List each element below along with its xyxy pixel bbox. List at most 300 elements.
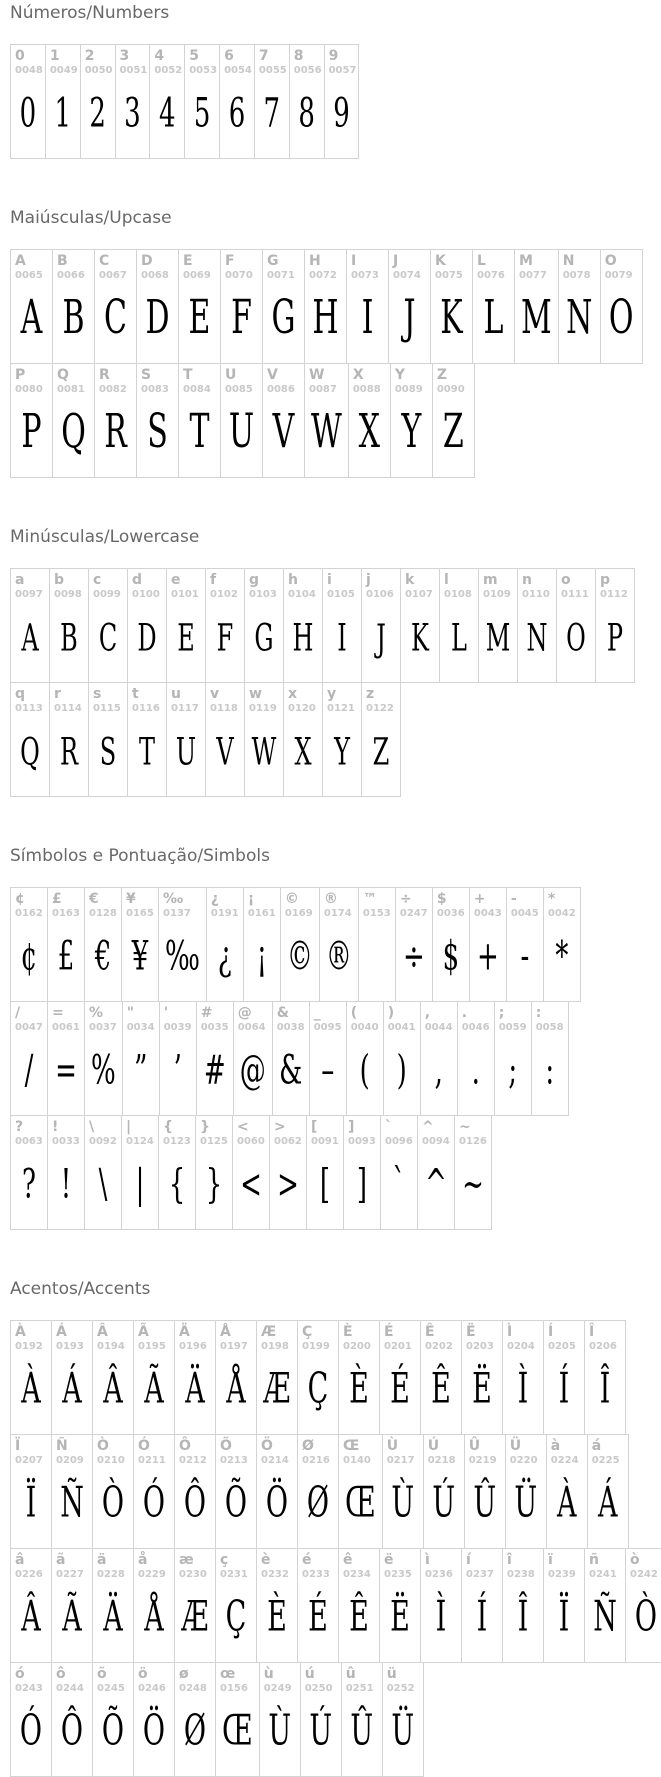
char-code: 0191 (210, 908, 239, 919)
glyph-cell-0106 (361, 568, 401, 683)
glyph-area (134, 1695, 174, 1776)
cell-label (221, 364, 262, 396)
char-label: - (510, 891, 517, 907)
glyph-area (380, 1353, 420, 1434)
char-label: ! (52, 1119, 59, 1135)
glyph-area (465, 1467, 505, 1548)
cell-label (544, 888, 580, 920)
glyph: Æ (263, 1365, 291, 1414)
char-code: 0051 (119, 65, 148, 76)
char-code: 0074 (393, 270, 421, 281)
cell-label (207, 888, 243, 920)
glyph-cell-0126 (454, 1115, 492, 1230)
char-label: j (366, 572, 371, 588)
glyph: 6 (228, 90, 246, 137)
char-code: 0086 (267, 384, 295, 395)
glyph-cell-0198 (256, 1320, 298, 1435)
char-label: È (343, 1324, 353, 1340)
glyph-cell-0201 (379, 1320, 421, 1435)
glyph-cell-0140 (338, 1434, 383, 1549)
char-code: 0243 (15, 1683, 43, 1694)
cell-label (532, 1002, 568, 1034)
glyph-area (462, 1353, 502, 1434)
glyph: T (138, 729, 155, 774)
glyph-area (473, 282, 514, 363)
char-code: 0101 (171, 589, 199, 600)
char-code: 0156 (220, 1683, 248, 1694)
cell-label (301, 1663, 341, 1695)
char-label: ü (386, 1666, 397, 1682)
glyph-area (421, 1353, 461, 1434)
glyph-cell-0137 (158, 887, 207, 1002)
char-code: 0045 (510, 908, 539, 919)
glyph-cell-0246 (133, 1662, 175, 1777)
char-label: H (309, 253, 321, 269)
char-label: ô (56, 1666, 66, 1682)
char-code: 0104 (288, 589, 316, 600)
char-label: r (54, 686, 61, 702)
char-code: 0095 (313, 1022, 342, 1033)
char-label: Ê (425, 1324, 435, 1340)
glyph-cell-0078 (558, 249, 601, 364)
char-label: ã (56, 1552, 66, 1568)
char-label: € (89, 891, 99, 907)
char-code: 0098 (54, 589, 82, 600)
glyph-cell-0237 (461, 1548, 503, 1663)
glyph-area (290, 77, 324, 158)
cell-label (167, 683, 205, 715)
char-code: 0212 (179, 1455, 207, 1466)
glyph-cell-0243 (10, 1662, 52, 1777)
cell-label (137, 364, 178, 396)
glyph-cell-0193 (51, 1320, 93, 1435)
glyph-area (458, 1034, 494, 1115)
glyph-area (349, 396, 390, 477)
glyph-area (298, 1581, 338, 1662)
char-code: 0235 (384, 1569, 412, 1580)
glyph-cell-0117 (166, 682, 206, 797)
glyph: W (311, 404, 342, 459)
glyph-cell-0094 (417, 1115, 455, 1230)
char-code: 0112 (600, 589, 628, 600)
glyph: Õ (224, 1479, 248, 1528)
char-code: 0063 (15, 1136, 43, 1147)
char-label: ú (304, 1666, 315, 1682)
glyph-cell-0191 (206, 887, 244, 1002)
glyph-cell-0206 (584, 1320, 626, 1435)
cell-label (380, 1549, 420, 1581)
cell-label (263, 364, 304, 396)
cell-label (93, 1321, 133, 1353)
cell-label (305, 364, 348, 396)
cell-label (11, 1116, 47, 1148)
char-label: = (52, 1005, 64, 1021)
cell-label (11, 1663, 51, 1695)
glyph: Z (442, 404, 464, 459)
glyph-cell-0052 (149, 44, 185, 159)
glyph-cell-0072 (304, 249, 347, 364)
glyph: Ô (183, 1479, 207, 1528)
glyph-area (547, 1467, 587, 1548)
glyph-area (495, 1034, 531, 1115)
glyph-cell-0089 (390, 363, 433, 478)
char-label: £ (52, 891, 62, 907)
glyph: 9 (333, 90, 350, 137)
glyph-cell-0234 (338, 1548, 380, 1663)
cell-label (421, 1321, 461, 1353)
char-code: 0106 (366, 589, 394, 600)
glyph: Î (599, 1365, 611, 1414)
glyph: V (216, 729, 234, 774)
glyph-area (52, 1467, 92, 1548)
glyph-cell-0121 (322, 682, 362, 797)
glyph-cell-0225 (587, 1434, 629, 1549)
cell-label (175, 1663, 215, 1695)
char-label: Q (57, 367, 69, 383)
glyph-area (48, 1034, 84, 1115)
glyph-cell-0211 (133, 1434, 175, 1549)
glyph-cell-0226 (10, 1548, 52, 1663)
glyph-area (216, 1581, 256, 1662)
glyph-cell-0241 (584, 1548, 626, 1663)
char-code: 0248 (179, 1683, 207, 1694)
char-code: 0161 (247, 908, 276, 919)
cell-label (383, 1435, 423, 1467)
cell-label (557, 569, 595, 601)
char-code: 0062 (274, 1136, 302, 1147)
glyph-row (10, 1001, 655, 1116)
glyph: Ì (517, 1365, 529, 1414)
char-code: 0225 (591, 1455, 620, 1466)
char-label: , (424, 1005, 431, 1021)
glyph: P (21, 404, 42, 459)
char-label: o (561, 572, 571, 588)
glyph-area (462, 1581, 502, 1662)
char-label: ù (263, 1666, 274, 1682)
glyph-area (284, 601, 322, 682)
cell-label (479, 569, 517, 601)
char-label: P (15, 367, 26, 383)
char-label: Å (220, 1324, 231, 1340)
glyph-cell-0245 (92, 1662, 134, 1777)
glyph-cell-0033 (47, 1115, 85, 1230)
glyph-area (197, 1034, 233, 1115)
glyph-cell-0233 (297, 1548, 339, 1663)
char-code: 0060 (237, 1136, 265, 1147)
glyph-area (167, 601, 205, 682)
char-code: 0219 (468, 1455, 497, 1466)
char-code: 0113 (15, 703, 43, 714)
glyph-row (10, 249, 655, 364)
glyph: : (545, 1047, 555, 1094)
glyph-cell-0099 (88, 568, 128, 683)
glyph: J (376, 615, 386, 660)
cell-label (401, 569, 439, 601)
glyph-area (95, 282, 136, 363)
glyph: Ç (307, 1365, 329, 1414)
cell-label (245, 569, 283, 601)
glyph-cell-0100 (127, 568, 167, 683)
glyph-area (506, 1467, 546, 1548)
glyph: È (349, 1365, 369, 1414)
glyph-area (585, 1581, 625, 1662)
char-label: _ (313, 1005, 321, 1021)
char-code: 0079 (604, 270, 633, 281)
glyph-area (234, 1034, 272, 1115)
glyph-row (10, 682, 655, 797)
char-label: ì (425, 1552, 430, 1568)
char-label: y (327, 686, 337, 702)
char-code: 0233 (302, 1569, 330, 1580)
glyph-area (433, 920, 469, 1001)
char-label: å (138, 1552, 148, 1568)
glyph-area (150, 77, 184, 158)
glyph-cell-0042 (543, 887, 581, 1002)
char-label: õ (97, 1666, 107, 1682)
cell-label (257, 1435, 297, 1467)
char-label: Ó (138, 1438, 150, 1454)
glyph-area (89, 601, 127, 682)
cell-label (221, 250, 262, 282)
section-title-numbers: Números/Numbers (10, 3, 170, 23)
glyph: Ë (472, 1365, 492, 1414)
cell-label (50, 569, 88, 601)
glyph-area (325, 77, 359, 158)
glyph: Ü (514, 1479, 538, 1528)
char-label: E (183, 253, 193, 269)
glyph-cell-0217 (382, 1434, 424, 1549)
glyph: B (60, 615, 78, 660)
char-code: 0204 (507, 1341, 535, 1352)
glyph: K (440, 290, 463, 345)
glyph-area (179, 396, 220, 477)
glyph-area (440, 601, 478, 682)
glyph-area (263, 282, 304, 363)
char-label: æ (179, 1552, 194, 1568)
glyph-cell-0224 (546, 1434, 588, 1549)
cell-label (270, 1116, 306, 1148)
glyph: A (21, 615, 39, 660)
char-label: Â (97, 1324, 108, 1340)
char-code: 0055 (258, 65, 287, 76)
char-code: 0124 (126, 1136, 154, 1147)
glyph-area (85, 920, 121, 1001)
glyph-area (128, 601, 166, 682)
cell-label (116, 45, 150, 77)
char-code: 0121 (327, 703, 355, 714)
section-lowercase (10, 528, 655, 797)
cell-label (544, 1321, 584, 1353)
char-code: 0162 (15, 908, 43, 919)
cell-label (233, 1116, 269, 1148)
glyph-area (175, 1695, 215, 1776)
glyph-cell-0101 (166, 568, 206, 683)
cell-label (11, 1002, 47, 1034)
glyph-cell-0103 (244, 568, 284, 683)
cell-label (290, 45, 324, 77)
glyph-cell-0108 (439, 568, 479, 683)
char-label: d (132, 572, 143, 588)
glyph: } (205, 1161, 223, 1208)
char-code: 0224 (550, 1455, 579, 1466)
glyph: Ò (101, 1479, 125, 1528)
glyph: Õ (101, 1707, 125, 1756)
glyph-area (305, 282, 346, 363)
glyph-area (588, 1467, 628, 1548)
char-code: 0194 (97, 1341, 125, 1352)
glyph-area (175, 1353, 215, 1434)
glyph-cell-0251 (341, 1662, 383, 1777)
char-code: 0049 (49, 65, 78, 76)
glyph-area (515, 282, 558, 363)
cell-label (53, 250, 94, 282)
glyph: G (271, 290, 296, 345)
glyph: [ (319, 1161, 331, 1208)
glyph-cell-0054 (219, 44, 255, 159)
glyph-area (122, 920, 158, 1001)
glyph-area (185, 77, 219, 158)
char-code: 0044 (424, 1022, 453, 1033)
char-label: I (351, 253, 357, 269)
cell-label (495, 1002, 531, 1034)
glyph: | (135, 1161, 145, 1208)
glyph-area (11, 396, 52, 477)
char-code: 0218 (427, 1455, 456, 1466)
glyph-area (431, 282, 472, 363)
char-code: 0198 (261, 1341, 289, 1352)
glyph-area (503, 1581, 543, 1662)
char-code: 0088 (352, 384, 381, 395)
glyph-area (320, 920, 358, 1001)
char-code: 0227 (56, 1569, 84, 1580)
char-label: ò (630, 1552, 640, 1568)
glyph-cell-0087 (304, 363, 349, 478)
glyph-cell-0059 (494, 1001, 532, 1116)
char-code: 0242 (630, 1569, 658, 1580)
cell-label (11, 683, 49, 715)
char-label: í (466, 1552, 471, 1568)
glyph-cell-0045 (506, 887, 544, 1002)
char-code: 0231 (220, 1569, 248, 1580)
glyph-cell-0064 (233, 1001, 273, 1116)
glyph-area (421, 1034, 457, 1115)
section-title-uppercase: Maiúsculas/Upcase (10, 208, 172, 228)
glyph-area (298, 1353, 338, 1434)
glyph: 0 (19, 90, 37, 137)
char-code: 0096 (385, 1136, 413, 1147)
glyph-area (216, 1353, 256, 1434)
glyph: X (294, 729, 312, 774)
char-label: Ô (179, 1438, 191, 1454)
char-code: 0122 (366, 703, 394, 714)
char-label: . (461, 1005, 468, 1021)
glyph-cell-0063 (10, 1115, 48, 1230)
char-code: 0076 (477, 270, 505, 281)
char-label: & (276, 1005, 289, 1021)
glyph-area (362, 601, 400, 682)
char-label: ; (498, 1005, 505, 1021)
char-label: ë (384, 1552, 394, 1568)
glyph-cell-0156 (215, 1662, 260, 1777)
char-code: 0094 (422, 1136, 450, 1147)
char-code: 0053 (189, 65, 218, 76)
glyph-area (383, 1467, 423, 1548)
cell-label (216, 1549, 256, 1581)
glyph: ‰ (165, 933, 200, 980)
cell-label (134, 1663, 174, 1695)
glyph-cell-0068 (136, 249, 179, 364)
glyph: ” (134, 1047, 148, 1094)
char-code: 0126 (459, 1136, 487, 1147)
glyph-area (479, 601, 517, 682)
glyph: I (361, 290, 374, 345)
char-label: ñ (589, 1552, 599, 1568)
char-code: 0109 (483, 589, 511, 600)
cell-label (85, 888, 121, 920)
cell-label (381, 1116, 417, 1148)
char-code: 0220 (509, 1455, 538, 1466)
char-code: 0237 (466, 1569, 494, 1580)
cell-label (255, 45, 289, 77)
glyph-cell-0092 (84, 1115, 122, 1230)
char-code: 0116 (132, 703, 160, 714)
glyph-area (11, 1148, 47, 1229)
glyph-cell-0036 (432, 887, 470, 1002)
cell-label (93, 1435, 133, 1467)
cell-label (179, 364, 220, 396)
glyph-cell-0128 (84, 887, 122, 1002)
char-code: 0105 (327, 589, 355, 600)
section-symbols (10, 847, 655, 1230)
glyph-area (11, 715, 49, 796)
char-label: 1 (49, 48, 60, 64)
char-code: 0042 (547, 908, 576, 919)
glyph: Û (473, 1479, 497, 1528)
cell-label (11, 1321, 51, 1353)
char-code: 0091 (311, 1136, 339, 1147)
cell-label (298, 1435, 338, 1467)
glyph-cell-0091 (306, 1115, 344, 1230)
char-label: z (366, 686, 375, 702)
section-title-symbols: Símbolos e Pontuação/Simbols (10, 846, 270, 866)
char-label: Ù (386, 1438, 399, 1454)
glyph-cell-0212 (174, 1434, 216, 1549)
glyph-cell-0073 (346, 249, 389, 364)
char-label: ç (220, 1552, 229, 1568)
char-label: h (288, 572, 298, 588)
char-label: É (384, 1324, 394, 1340)
cell-label (503, 1549, 543, 1581)
glyph: È (267, 1593, 287, 1642)
cell-label (95, 250, 136, 282)
glyph: Ó (19, 1707, 43, 1756)
char-label: ø (179, 1666, 189, 1682)
char-code: 0111 (561, 589, 589, 600)
glyph: Å (226, 1365, 246, 1414)
cell-label (160, 1002, 196, 1034)
cell-label (159, 888, 206, 920)
glyph-area (175, 1581, 215, 1662)
glyph-area (245, 715, 283, 796)
char-code: 0092 (89, 1136, 117, 1147)
section-title-accents: Acentos/Accents (10, 1279, 151, 1299)
char-label: w (249, 686, 262, 702)
glyph-cell-0070 (220, 249, 263, 364)
glyph-area (175, 1467, 215, 1548)
glyph: O (566, 615, 586, 660)
char-label: ó (15, 1666, 25, 1682)
glyph-area (116, 77, 150, 158)
